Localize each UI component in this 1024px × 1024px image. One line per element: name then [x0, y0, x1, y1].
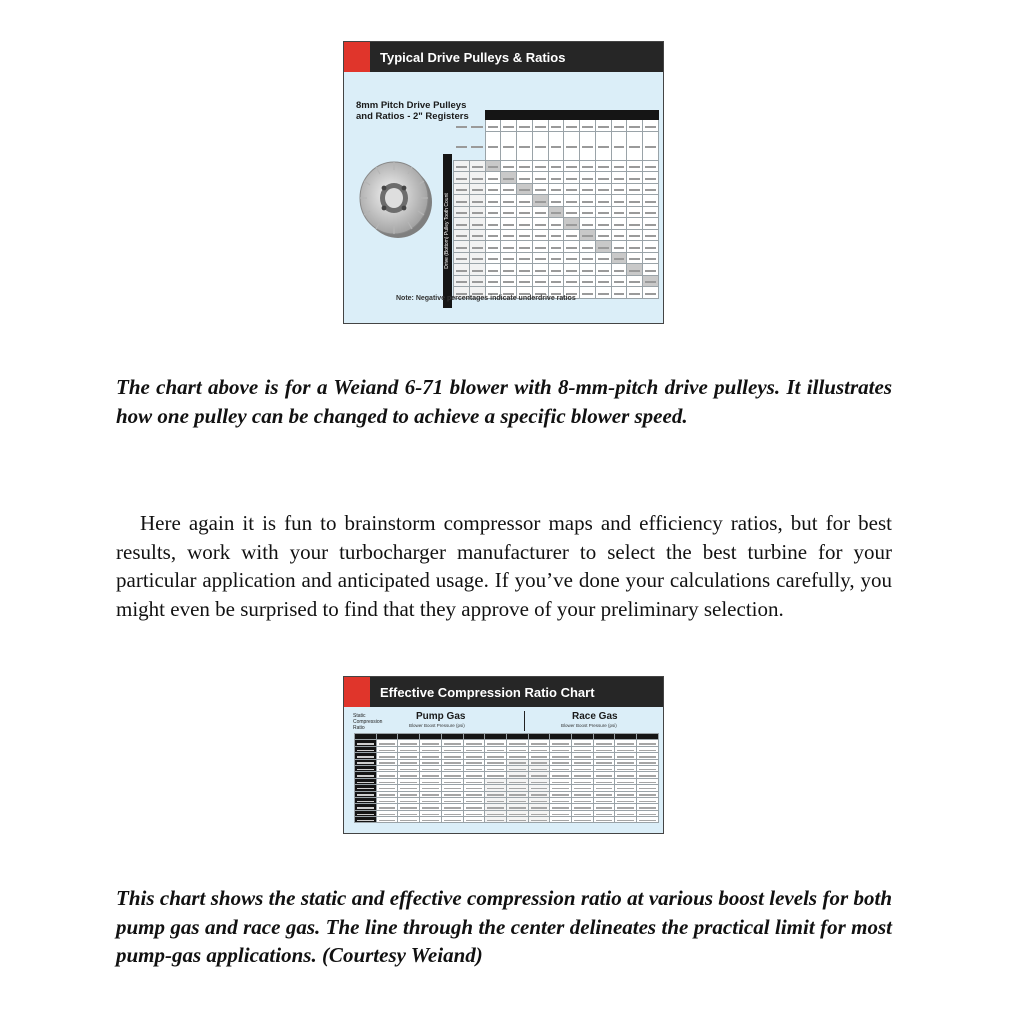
figure-title: Typical Drive Pulleys & Ratios — [380, 49, 566, 65]
pump-gas-boost-label: Blower Boost Pressure (psi) — [409, 723, 465, 728]
compression-ratio-figure — [343, 676, 664, 834]
figure-header — [344, 42, 663, 72]
figure-caption-2: This chart shows the static and effective compression ratio at various boost levels for both pump gas and race gas. The line through the center delineates the practical limit for most pump-gas applications. (Courtesy Weiand) — [116, 886, 892, 967]
figure-subtitle: 8mm Pitch Drive Pulleys and Ratios - 2" Registers — [356, 100, 469, 122]
header-accent — [344, 677, 370, 707]
race-gas-title: Race Gas — [572, 711, 618, 722]
pulley-ratio-table — [453, 110, 659, 308]
figure-title: Effective Compression Ratio Chart — [380, 684, 595, 700]
body-paragraph: Here again it is fun to brainstorm compressor maps and efficiency ratios, but for best results, work with your turbocharger manufacturer to select the best turbine for your particular application and anticipated usage. If you’ve done your calculations carefully, you might even be surprised to find that they approve of your preliminary selection. — [116, 511, 892, 621]
drive-pulleys-figure — [343, 41, 664, 324]
header-accent — [344, 42, 370, 72]
pulley-image — [354, 154, 434, 242]
figure-header — [344, 677, 663, 707]
compression-ratio-table — [354, 733, 659, 825]
race-gas-boost-label: Blower Boost Pressure (psi) — [561, 723, 617, 728]
pump-gas-title: Pump Gas — [416, 711, 466, 722]
center-divider-line — [524, 711, 525, 731]
figure-caption-1: The chart above is for a Weiand 6-71 blower with 8-mm-pitch drive pulleys. It illustrates how one pulley can be changed to achieve a specific blower speed. — [116, 375, 892, 428]
drive-axis-label: Drive (Bottom) Pulley Tooth Count — [444, 193, 450, 269]
figure-note: Note: Negative percentages indicate underdrive ratios — [396, 295, 576, 302]
static-ratio-label: Static Compression Ratio — [353, 713, 383, 731]
